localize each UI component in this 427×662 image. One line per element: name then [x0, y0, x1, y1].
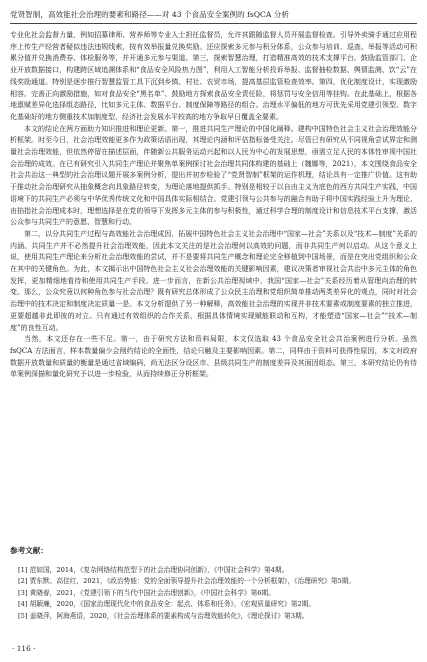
reference-item: [1] 范如国，2014，《复杂网络结构范型下的社会治理协同创新》，《中国社会科学》第4期。	[18, 566, 289, 574]
body-paragraph: 第二，以分共同生产过程与高效能社会治理成因，拓展中国特色社会主义社会治理中“国家—社会”关系以及“技术—制度”关系的内涵。共同生产并不必然提升社会治理效能，因此本文关注的是社会治理何以高效的问题，而非共同生产何以启动。从这个意义上说，使用共同生产理论来分析社会治理效能的尝试，并不是要将共同生产概念和理论完全移植到中国场景，而是在突出党组织和公众在其中的关键角色。为此，本文揭示出中国特色社会主义社会治理效能的关键影响因素，建议决策者审视社会共治中多元主体的角色发挥，更加精细地看待和使用共同生产手段。进一步而言，在新公共治理视域中，我国“国家—社会”关系经历着从管理向治理的转变。那么，公众究竟以何种角色参与社会治理？既有研究总体形成了公众民主治理和党组织简单推动两类差异化的观点，同时对社会治理中的技术决定和制度决定质量一是。本文分析提供了另一种解释，高效能社会治理的实现并非技术要素或制度要素的独立推进，更要超越非此即彼的对立。只有通过有效组织的合作关系，根据具体情境实现赋能联动和互构，才能塑造“国家—社会”“技术—制度”的良性互动。	[10, 229, 417, 332]
references-heading: 参考文献：	[10, 546, 48, 555]
reference-list	[18, 565, 417, 622]
running-header: 党贤智制，高效能社会治理的要素和路径——对 43 个食品安全案例的 fsQCA 分析	[10, 10, 289, 19]
article-body	[10, 30, 417, 381]
body-paragraph: 本文的结论在两方面助力知识推进和理论更新。第一，推进共同生产理论的中国化阐释。建构中国特色社会主义社会治理效能分析框架。时至今日，社会治理效能更多作为政策话语出现，其理论内涵和评估指标备受关注。尽管已有研究从不同视角尝试界定和测量社会治理效能，但依然停留在描述层面，伴随新公共服务运动兴起和以人民为中心的发展思想，亟需立足人民的本体性审视中国社会治理的成效。在已有研究引入共同生产理论并聚焦单案例探讨社会治理共同体构建的基础上（魏娜等，2021），本文围绕食品安全社会共治这一典型的社会治理议题开展多案例分析，提出并初步检验了“党贤智制”框架的运作机理，结论具有一定推广价值。这有助于推动社会治理研究从抽象概念向具象路径转变，为理论落地提供抓手。特别是相较于以自由主义为底色的西方共同生产实践，中国语境下的共同生产必须与中华优秀传统文化和中国具体实际相结合。党建引领与公共参与的融合有助于将中国实践经验上升为理论，由掐指社会治理成本时，理想选择是在党的领导下发挥多元主体的参与积极性，通过科学合理的制度设计和信息技术平台支撑，激活公众参与共同生产的意愿、智慧和行动。	[10, 124, 417, 227]
reference-item: [3] 黄晓春，2021，《党建引领下的当代中国社会治理创新》，《中国社会科学》第6期。	[18, 588, 275, 597]
body-paragraph: 专业化社会监督力量，例如招募律师、营养师等专业人士担任监督员，允许其跟随监督人员开展监督检查。引导外卖骑手通过应用程序上传生产经营者疑似违法违规线索，按有效举报量兑换奖励。还应探索多元参与积分体系，公众参与培训、巡查、举报等活动可积累分值并兑换消费券、体检服务等，并开通多元参与渠道。第三，探索智慧治理，打造精准高效的技术支撑平台。鼓励监管部门、企业开放数据接口，构建跨区域追溯体系和“食品安全风险热力图”，利用人工智能分析投诉举报、监督抽检数据、舆情监测、饮“云”在线奖励通道。特别是逐步推行智慧监管工具下沉到乡镇、村社、农贸市场，提高基层监管检查效率。第四，优化制度设计，实现激励相容。完善正向激励措施，如对食品安全“黑名单”、鼓励地方探索食品安全责任险，将惩罚与安全信用等挂钩。在此基础上，根据各地禀赋差异化选择组态路径，比如多元主体、数据平台、制度保障等路径的组合。治理水平偏低的地方可优先采用党建引领型、数字化基础好的地方侧重技术加制度型，经济社会发展水平较高的地方争取早日覆盖全要素。	[10, 31, 417, 121]
header-rule	[10, 23, 417, 24]
reference-item: [4] 胡颖廉，2020，《国家治理现代化中的食品安全：起点、体系和任务》，《宏观质量研究》第2期。	[18, 600, 316, 609]
reference-item: [2] 贾东默、高佳红，2021，《政治势能：党的全面领导提升社会治理效能的一个分析框架》，《治理研究》第5期。	[18, 577, 356, 586]
page-number: · 116 ·	[12, 644, 36, 653]
body-paragraph: 当然，本文还存在一些不足。第一，由于研究方法和资料局限，本文仅选取 43 个食品安全社会共治案例进行分析。虽然 fsQCA 方法面言，样本数量偏少会削约结论的全面性，结论只触及主要影响因素。第二，同样由于资料可获得性原因，本文对政府数据开放数量和质量的衡量是通过省域编码，尚无法区分设区市、县级共同生产的制度差异及其面因组态。第三，本研究结论仍有待单案例深描和量化研究予以进一步检验，从而持续修正分析框架。	[10, 335, 417, 379]
reference-item: [5] 姜晓萍，阿海燕语，2020，《社会治理体系的要素构成与治理效能转化》，《理论探讨》第3期。	[18, 611, 309, 620]
